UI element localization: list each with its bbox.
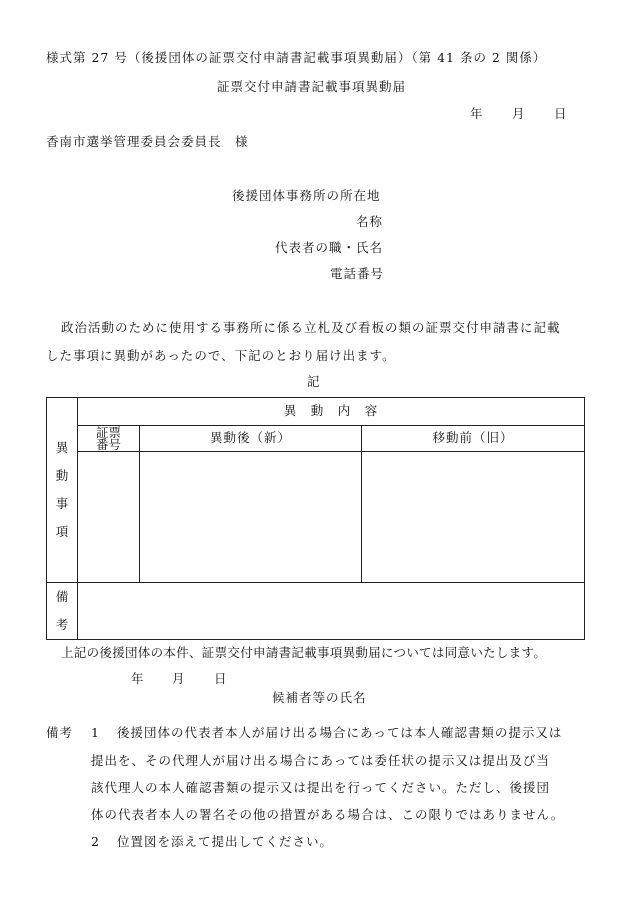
body-text-line-1: 政治活動のために使用する事務所に係る立札及び看板の類の証票交付申請書に記載 [61,320,561,335]
applicant-office-location: 後援団体事務所の所在地 [232,188,381,203]
note-2-line-1: 位置図を添えて提出してください。 [117,834,334,849]
change-contents-header: 異 動 内 容 [78,398,585,426]
before-change-cell[interactable] [362,452,585,583]
ki-label: 記 [307,374,320,389]
certificate-number-cell[interactable] [78,452,140,583]
addressee: 香南市選挙管理委員会委員長 様 [46,134,249,149]
page-title: 証票交付申請書記載事項異動届 [217,79,407,94]
remarks-cell[interactable] [78,583,585,640]
applicant-representative: 代表者の職・氏名 [275,240,384,255]
change-items-label: 異 動 事 項 [47,398,78,583]
applicant-name: 名称 [356,214,384,229]
candidate-name-label: 候補者等の氏名 [272,690,367,705]
remarks-label: 備 考 [47,583,78,640]
consent-day: 日 [214,671,227,686]
date-year: 年 [470,106,483,121]
before-change-header: 移動前（旧） [362,426,585,452]
note-1-line-4: 体の代表者本人の署名その他の措置がある場合は、この限りではありません。 [91,807,565,822]
note-1-line-2: 提出を、その代理人が届け出る場合にあっては委任状の提示又は提出及び当 [91,753,550,768]
certificate-number-header: 証票 番号 [78,426,140,452]
date-month: 月 [512,106,525,121]
after-change-header: 異動後（新） [140,426,362,452]
note-1-line-3: 該代理人の本人確認書類の提示又は提出を行ってください。ただし、後援団 [91,780,551,795]
notes-label: 備考 [46,725,74,740]
consent-month: 月 [172,671,185,686]
consent-year: 年 [131,671,144,686]
applicant-phone: 電話番号 [330,266,385,281]
note-1-number: 1 [91,725,99,740]
note-1-line-1: 後援団体の代表者本人が届け出る場合にあっては本人確認書類の提示又は [117,725,563,740]
after-change-cell[interactable] [140,452,362,583]
body-text-line-2: した事項に異動があったので、下記のとおり届け出ます。 [46,348,396,363]
consent-text: 上記の後援団体の本件、証票交付申請書記載事項異動届については同意いたします。 [61,645,547,660]
change-details-table [46,397,585,640]
note-2-number: 2 [91,834,99,849]
date-day: 日 [554,106,567,121]
form-header: 様式第 27 号（後援団体の証票交付申請書記載事項異動届）（第 41 条の 2 関係） [46,50,547,65]
